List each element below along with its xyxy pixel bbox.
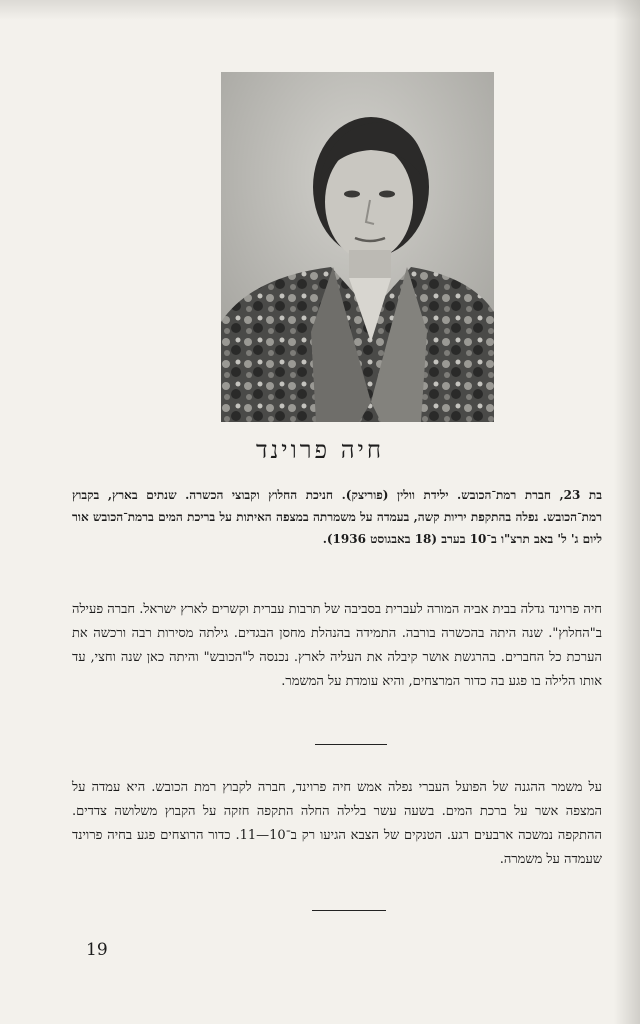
paragraph-life-story: חיה פרוינד גדלה בבית אביה המורה לעברית בסביבה של תרבות עברית וקשרים לארץ ישראל. חברה פעילה ב"החלוץ". שנה היתה בהכשרה בורבה. התמידה בהנהלת מחסן הבגדים. גילתה מסירות רבה ורכשה את הערכת כל החברים. בהרגשת אושר קיבלה את העליה לארץ. נכנסה ל"הכובש" והיתה כאן שנה וחצי, עד אותו הלילה בו פגע בה כדור המרצחים, והיא עומדת על המשמר. xyxy=(72,602,602,689)
section-divider xyxy=(315,744,387,745)
name-heading: חיה פרוינד xyxy=(255,436,385,464)
page-number: 19 xyxy=(86,940,108,960)
page-right-shadow xyxy=(614,0,640,1024)
section-divider xyxy=(312,910,386,911)
portrait-photo xyxy=(221,72,494,422)
paragraph-report: על משמר ההגנה של הפועל העברי נפלה אמש חיה פרוינד, חברה לקבוץ רמת הכובש. היא עמדה על המצפה אשר על ברכת המים. בשעה עשר בלילה החלה התקפה חזקה על הקבוץ משלושה צדדים. ההתקפה נמשכה ארבעים רגע. הטנקים של הצבא הגיעו רק ב־10—11. כדור הרוצחים פגע בחיה פרוינד שעמדה על משמרה. xyxy=(72,780,603,867)
page-top-shadow xyxy=(0,0,640,20)
biographical-summary: בת 23, חברת רמת־הכובש. ילידת וולין (פוריצק). חניכת החלוץ וקבוצי הכשרה. שנתים בארץ, בקבוץ רמת־הכובש. נפלה בהתקפת יריות קשה, בעמדה על משמרתה במצפה האיתות על בריכת המים ברמת־הכובש אור ליום ג' ל' באב תרצ"ו ב־10 בערב (18 באבגוסט 1936). xyxy=(72,488,602,546)
